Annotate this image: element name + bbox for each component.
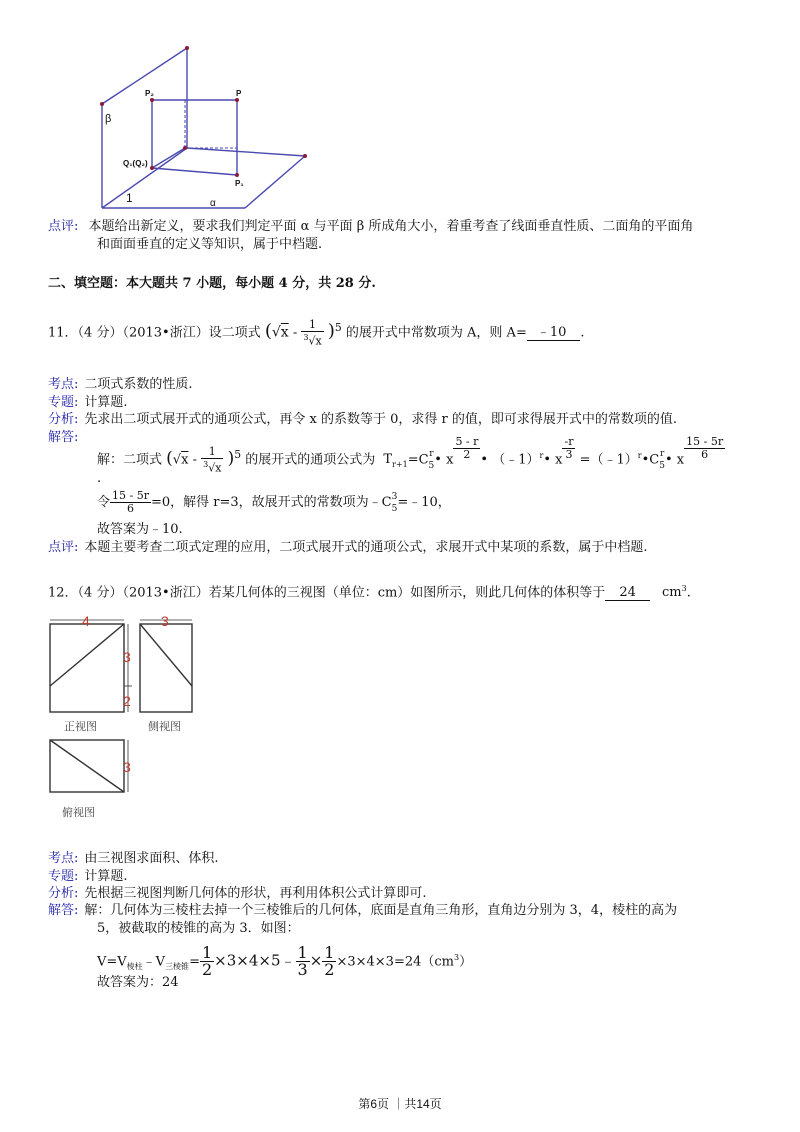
side-caption: 侧视图 — [148, 721, 181, 733]
q12-stem: 12．（4 分）（2013•浙江）若某几何体的三视图（单位：cm）如图所示，则此几何体的体积等于 24 $cm^3$. — [48, 584, 691, 601]
label-p: P — [236, 89, 242, 98]
label-q: Q₁(Q₂) — [123, 159, 148, 168]
q11-jieda-label: 解答: — [48, 430, 79, 445]
label-p1: P₁ — [235, 179, 244, 188]
q11-number: 11．（4 分）（2013•浙江）设二项式 — [48, 325, 261, 341]
q11-answer: ﹣10 — [527, 325, 581, 341]
prev-comment-label: 点评: — [48, 219, 79, 234]
page-footer: 第6页 ｜共14页 — [358, 1097, 442, 1111]
q11-dot: . — [97, 471, 102, 486]
front-caption: 正视图 — [64, 721, 97, 733]
dim-3-front: 3 — [123, 649, 131, 665]
q12-fenxi: 分析: 先根据三视图判断几何体的形状，再利用体积公式计算即可. — [48, 886, 427, 901]
q11-answer-line: 故答案为﹣10. — [97, 522, 183, 537]
q11-kaodian: 考点: 二项式系数的性质. — [48, 377, 193, 392]
q11-fenxi: 分析: 先求出二项式展开式的通项公式，再令 x 的系数等于 0，求得 r 的值，即可求得展开式中的常数项的值. — [48, 412, 678, 427]
q11-jieda-formula: 解：二项式 (√x - $\frac{1}{^3√x}$ )$^5$ 的展开式的通项公式为 $T_{r+1}=Cr$ 5• x $\frac{5 - r}{2}$ • （﹣1）$^r$• x $\frac{-r}{3}$ =（﹣1）$^r$•Cr 5• x $\frac{15 - 5r}{6}$ — [97, 435, 724, 475]
q11-stem: 11．（4 分）（2013•浙江）设二项式 (√x - $\frac{1}{^3√x}$ )$^5$ 的展开式中常数项为 A，则 A= ﹣10 . — [48, 317, 585, 348]
prev-comment — [48, 218, 693, 236]
dim-3-side: 3 — [161, 614, 169, 629]
q12-jieda: 解答: 解：几何体为三棱柱去掉一个三棱锥后的几何体，底面是直角三角形，直角边分别为 3，4，棱柱的高为 — [48, 903, 678, 918]
q12-jieda2: 5，被截取的棱锥的高为 3．如图： — [97, 921, 300, 936]
q11-ling: 令 $\frac{15 - 5r}{6}$ =0，解得 r=3，故展开式的常数项为﹣C3 5=﹣10， — [97, 489, 451, 515]
q12-volume: $V=V_{棱柱}﹣V_{三棱锥}=$ $\frac{1}{2}$ ×3×4×5﹣ $\frac{1}{3}$ × $\frac{1}{2}$ $\times 3\times 4\times 3=24(cm^3)$ — [97, 943, 473, 980]
q12-zhuanti: 专题: 计算题. — [48, 869, 128, 884]
top-caption: 俯视图 — [62, 807, 95, 819]
prev-comment-text2: 和面面垂直的定义等知识，属于中档题. — [97, 237, 323, 252]
dim-2: 2 — [123, 693, 131, 709]
q11-stem-after: 的展开式中常数项为 A，则 A= — [345, 325, 527, 341]
q12-answer: 24 — [605, 585, 650, 601]
section-title: 二、填空题：本大题共 7 小题，每小题 4 分，共 28 分. — [48, 276, 376, 291]
q12-number: 12．（4 分）（2013•浙江）若某几何体的三视图（单位：cm）如图所示，则此几何体的体积等于 — [48, 585, 606, 601]
q11-dianping: 点评: 本题主要考查二项式定理的应用，二项式展开式的通项公式，求展开式中某项的系数，属于中档题. — [48, 540, 648, 555]
q12-answer-line: 故答案为：24 — [97, 975, 179, 990]
label-alpha: α — [210, 198, 216, 209]
q11-frac: $\frac{1}{^3√x}$ — [303, 317, 322, 348]
q12-kaodian: 考点: 由三视图求面积、体积. — [48, 851, 219, 866]
label-beta: β — [105, 113, 112, 125]
dim-4: 4 — [82, 614, 90, 629]
q11-zhuanti: 专题: 计算题. — [48, 395, 128, 410]
dihedral-figure — [90, 40, 330, 220]
label-p2: P₂ — [145, 89, 154, 98]
three-views-figure — [44, 614, 214, 824]
label-one: 1 — [126, 191, 133, 205]
dim-3-top: 3 — [123, 759, 131, 775]
q11-power: 5 — [334, 321, 342, 334]
prev-comment-text1: 本题给出新定义，要求我们判定平面 α 与平面 β 所成角大小，着重考查了线面垂直性质、二面角的平面角 — [88, 219, 694, 234]
